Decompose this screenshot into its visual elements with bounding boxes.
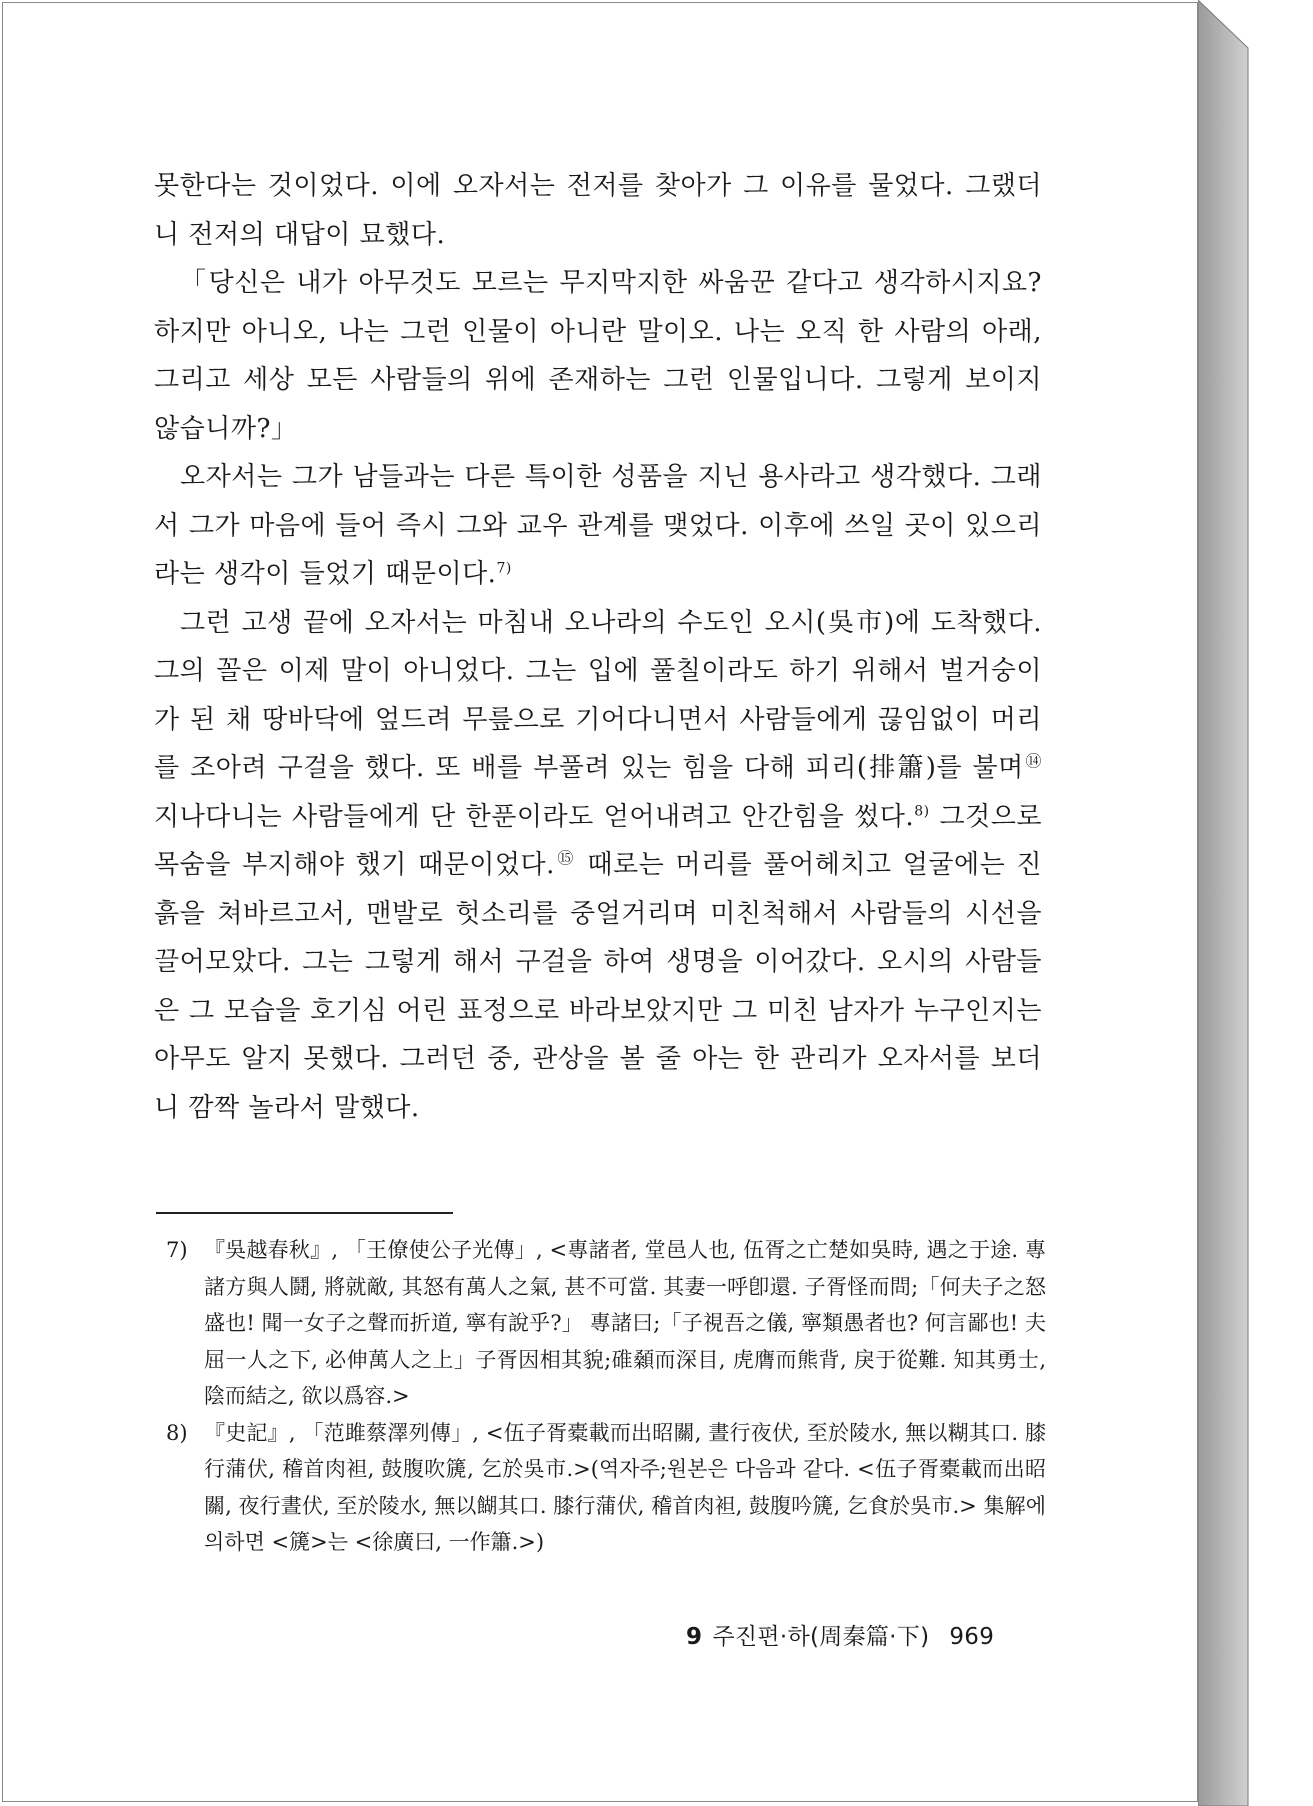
page-number: 969 bbox=[949, 1624, 995, 1650]
body-paragraph bbox=[154, 599, 1042, 1133]
annotation-marker: ⑭ bbox=[1023, 751, 1042, 771]
footnote-number: 8) bbox=[166, 1420, 188, 1445]
footnote-text: 『吳越春秋』, 「王僚使公子光傳」, <專諸者, 堂邑人也, 伍胥之亡楚如吳時, 遇之于途. 專諸方與人鬪, 將就敵, 其怒有萬人之氣, 甚不可當. 其妻一呼卽還. 子胥怪而問;「何夫子之怒盛也! 聞一女子之聲而折道, 寧有說乎?」 專諸曰;「子視吾之儀, 寧類愚者也? 何言鄙也! 夫屈一人之下, 必伸萬人之上」子胥因相其貌;碓顙而深目, 虎膺而熊背, 戾于從難. 知其勇士, 陰而結之, 欲以爲容.> bbox=[204, 1238, 1046, 1408]
footnote-reference: 8) bbox=[914, 802, 930, 819]
paragraph-text: 지나다니는 사람들에게 단 한푼이라도 얻어내려고 안간힘을 썼다. bbox=[154, 801, 915, 832]
paragraph-text: 오자서는 그가 남들과는 다른 특이한 성품을 지닌 용사라고 생각했다. 그래서 그가 마음에 들어 즉시 그와 교우 관계를 맺었다. 이후에 쓰일 곳이 있으리라는 생각이 들었기 때문이다. bbox=[154, 462, 1042, 589]
paragraph-text: 그런 고생 끝에 오자서는 마침내 오나라의 수도인 오시(吳市)에 도착했다. 그의 꼴은 이제 말이 아니었다. 그는 입에 풀칠이라도 하기 위해서 벌거숭이가 된 채 땅바닥에 엎드려 무릎으로 기어다니면서 사람들에게 끊임없이 머리를 조아려 구걸을 했다. 또 배를 부풀려 있는 힘을 다해 피리(排簫)를 불며 bbox=[154, 607, 1042, 783]
paragraph-text: 「당신은 내가 아무것도 모르는 무지막지한 싸움꾼 같다고 생각하시지요? 하지만 아니오, 나는 그런 인물이 아니란 말이오. 나는 오직 한 사람의 아래, 그리고 세상 모든 사람들의 위에 존재하는 그런 인물입니다. 그렇게 보이지 않습니까?」 bbox=[154, 268, 1042, 444]
footnote-item bbox=[166, 1232, 1046, 1415]
body-paragraph bbox=[154, 162, 1042, 259]
paragraph-text: 못한다는 것이었다. 이에 오자서는 전저를 찾아가 그 이유를 물었다. 그랬더니 전저의 대답이 묘했다. bbox=[154, 171, 1042, 250]
book-edge bbox=[1198, 0, 1256, 1806]
running-footer bbox=[686, 1618, 994, 1651]
footnote-number: 7) bbox=[166, 1238, 188, 1262]
footnote-text: 『史記』, 「范雎蔡澤列傳」, <伍子胥橐載而出昭關, 晝行夜伏, 至於陵水, 無以糊其口. 膝行蒲伏, 稽首肉袒, 鼓腹吹篪, 乞於吳市.>(역자주;원본은 다음과 같다. <伍子胥橐載而出昭關, 夜行晝伏, 至於陵水, 無以餬其口. 膝行蒲伏, 稽首肉袒, 鼓腹吟篪, 乞食於吳市.> 集解에 의하면 <篪>는 <徐廣曰, 一作簫.>) bbox=[204, 1420, 1046, 1554]
chapter-number: 9 bbox=[686, 1624, 703, 1650]
body-paragraph bbox=[154, 259, 1042, 453]
footnote-divider bbox=[156, 1212, 453, 1214]
paragraph-text: 때로는 머리를 풀어헤치고 얼굴에는 진흙을 쳐바르고서, 맨발로 헛소리를 중얼거리며 미친척해서 사람들의 시선을 끌어모았다. 그는 그렇게 해서 구걸을 하여 생명을 이어갔다. 오시의 사람들은 그 모습을 호기심 어린 표정으로 바라보았지만 그 미친 남자가 누구인지는 아무도 알지 못했다. 그러던 중, 관상을 볼 줄 아는 한 관리가 오자서를 보더니 깜짝 놀라서 말했다. bbox=[154, 850, 1042, 1123]
footnote-reference: 7) bbox=[496, 560, 512, 577]
body-text bbox=[154, 162, 1042, 1132]
annotation-marker: ⑮ bbox=[554, 848, 577, 868]
footnote-item bbox=[166, 1415, 1046, 1561]
body-paragraph bbox=[154, 453, 1042, 599]
paragraph-text: 그것으로 목숨을 부지해야 했기 때문이었다. bbox=[154, 801, 1042, 880]
chapter-title: 주진편·하(周秦篇·下) bbox=[712, 1624, 930, 1650]
footnotes bbox=[166, 1232, 1046, 1561]
